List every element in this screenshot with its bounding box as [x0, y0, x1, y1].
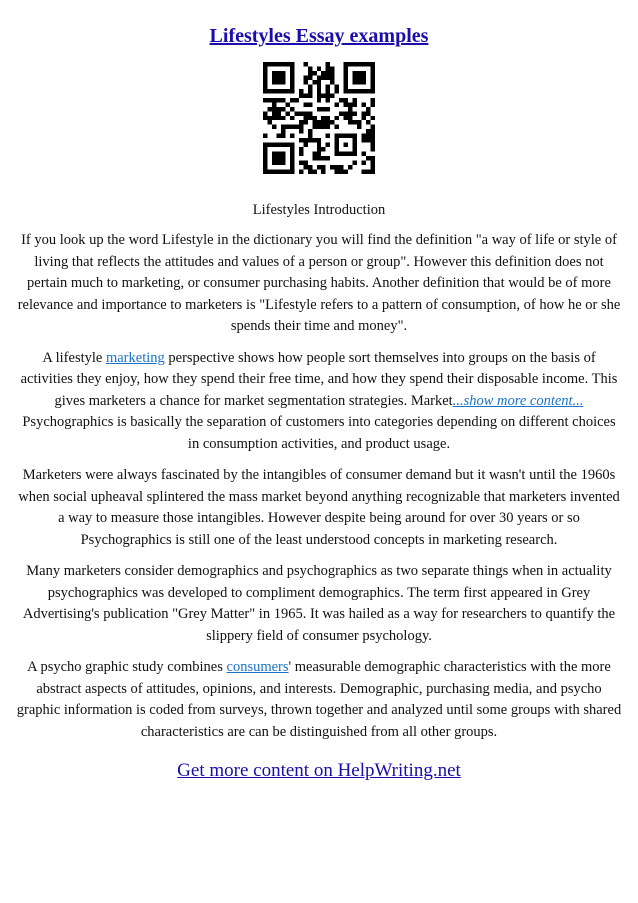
paragraph-1: [16, 230, 622, 338]
consumers-link[interactable]: consumers: [226, 659, 289, 675]
paragraph-5-start: A psycho graphic study combines: [27, 659, 227, 675]
paragraph-1-text: If you look up the word Lifestyle in the dictionary you will find the definition "a way of life or style of living that reflects the attitudes and values of a person or group". However this definition does not pertain much to marketing, or consumer purchasing habits. Another definition that would be of more relevance and importance to marketers is "Lifestyle refers to a pattern of consumption, of how he or she spends their time and money".: [17, 232, 621, 334]
paragraph-2-end: Psychographics is basically the separation of customers into categories depending on different choices in consumption activities, and product usage.: [22, 414, 616, 452]
qr-code-icon: [263, 62, 375, 174]
cta: [16, 759, 622, 783]
marketing-link[interactable]: marketing: [105, 349, 165, 366]
paragraph-4: [16, 561, 622, 647]
page-title: [16, 0, 622, 48]
essay-subtitle: Lifestyles Introduction: [252, 202, 386, 218]
paragraph-3-text: Marketers were always fascinated by the intangibles of consumer demand but it wasn't until the 1960s when social upheaval splintered the mass market beyond anything recognizable that marketers invented a way to measure those intangibles. However despite being around for over 30 years or so Psychographics is still one of the least understood concepts in marketing research.: [18, 467, 620, 548]
paragraph-5: [16, 657, 622, 743]
paragraph-2: [16, 348, 622, 456]
cta-link[interactable]: Get more content on HelpWriting.net: [177, 760, 461, 781]
paragraph-2-start: A lifestyle: [42, 349, 106, 366]
paragraph-5-end: ' measurable demographic characteristics with the more abstract aspects of attitudes, opinions, and interests. Demographic, purchasing media, and psycho graphic information is coded from surveys, thrown together and analyzed until some groups with shared characteristics are can be distinguished from all other groups.: [16, 659, 622, 740]
show-more-link[interactable]: ...show more content...: [452, 392, 584, 409]
paragraph-2-middle: perspective shows how people sort themselves into groups on the basis of activities they enjoy, how they spend their free time, and how they spend their disposable income. This gives marketers a chance for market segmentation strategies. Market: [20, 349, 618, 409]
title-link[interactable]: Lifestyles Essay examples: [209, 25, 429, 47]
qr-code: [16, 62, 622, 174]
paragraph-4-text: Many marketers consider demographics and psychographics as two separate things when in actuality psychographics was developed to compliment demographics. The term first appeared in Grey Advertising's publication "Grey Matter" in 1965. It was hailed as a way for researchers to quantify the slippery field of consumer psychology.: [22, 563, 616, 644]
paragraph-3: [16, 465, 622, 551]
